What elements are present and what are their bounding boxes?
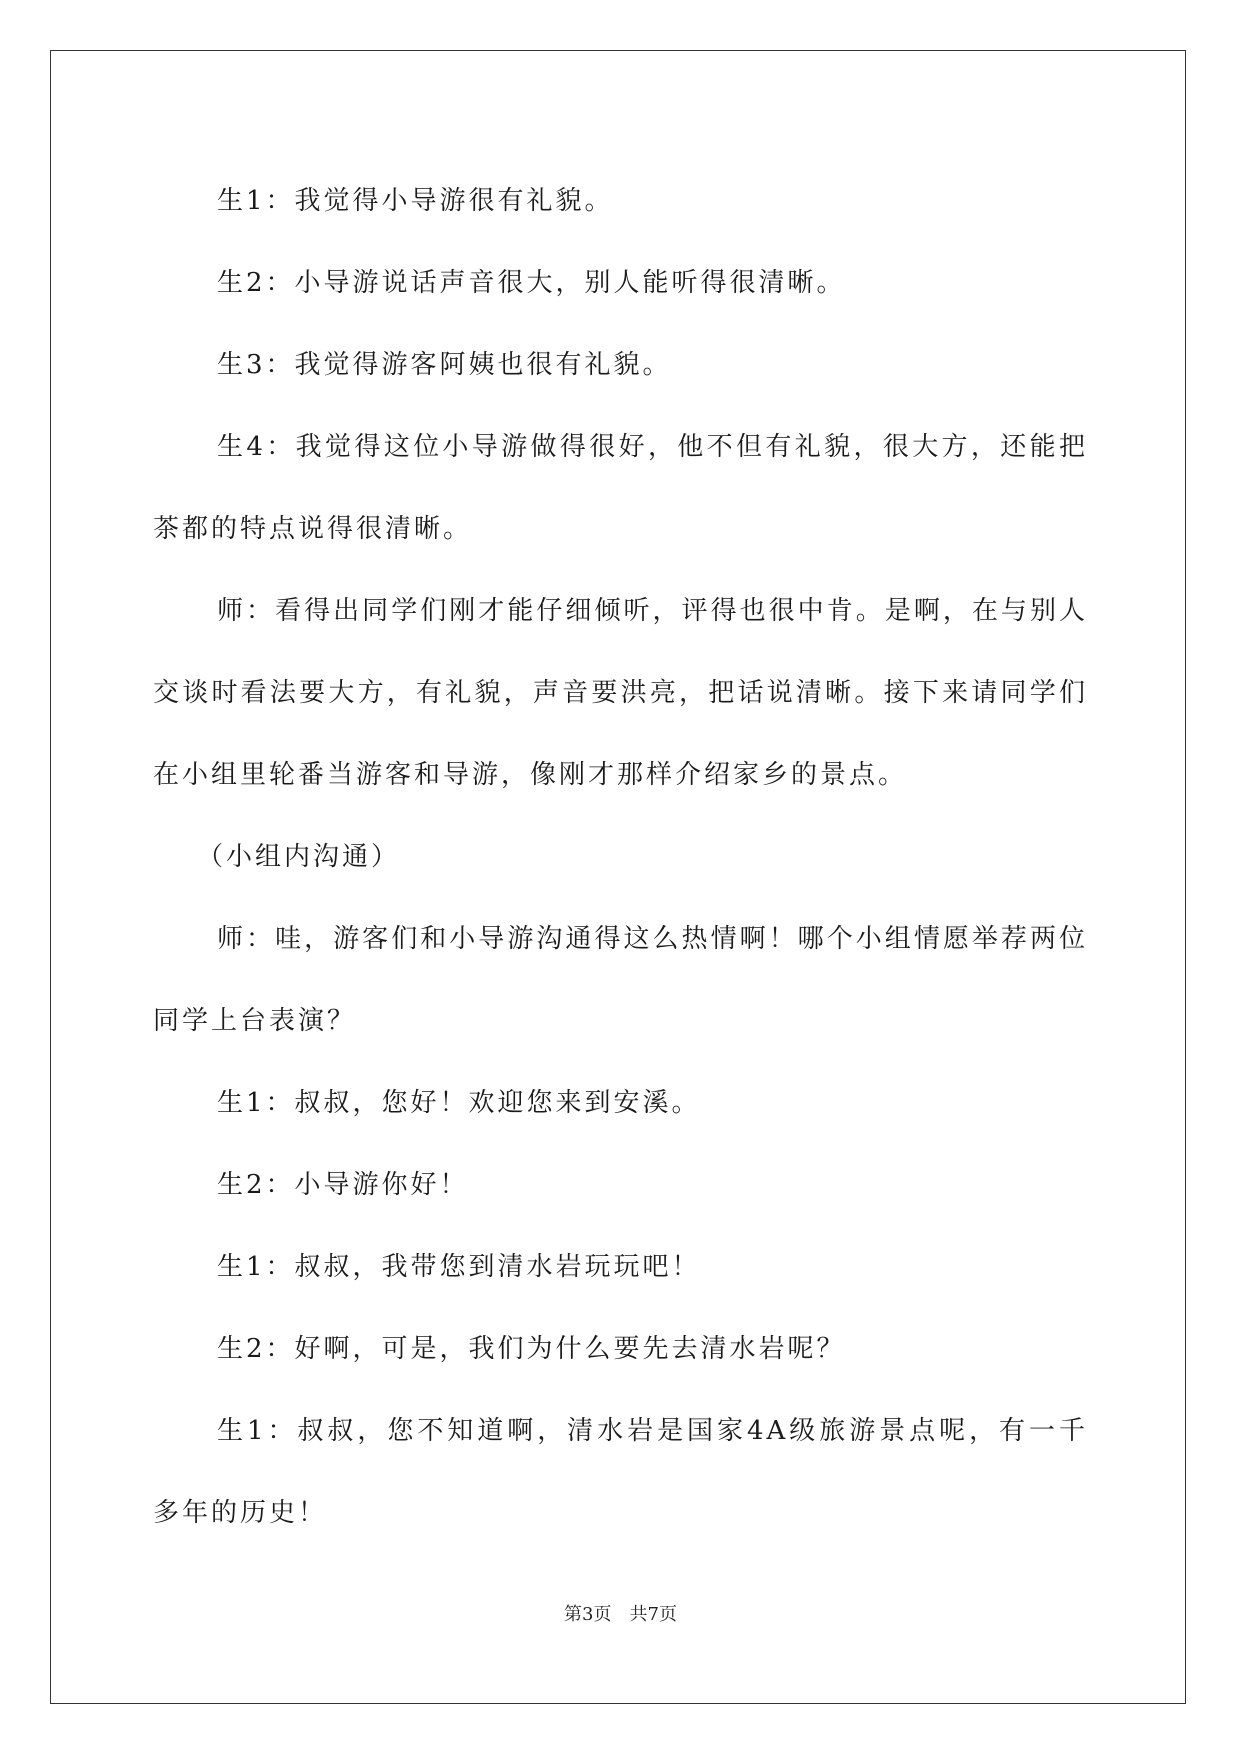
page-total: 共7页 [629, 1604, 677, 1625]
page-number: 第3页 [564, 1604, 612, 1625]
paragraph-8: 生1：叔叔，您好！欢迎您来到安溪。 [217, 1088, 701, 1118]
paragraph-3: 生3：我觉得游客阿姨也很有礼貌。 [217, 350, 672, 380]
paragraph-4: 生4：我觉得这位小导游做得很好，他不但有礼貌，很大方，还能把茶都的特点说得很清晰。 [153, 432, 1088, 544]
paragraph-9: 生2：小导游你好！ [217, 1170, 469, 1200]
paragraph-11: 生2：好啊，可是，我们为什么要先去清水岩呢？ [217, 1334, 846, 1364]
paragraph-6: （小组内沟通） [197, 842, 401, 872]
document-body [153, 160, 1088, 1554]
paragraph-1: 生1：我觉得小导游很有礼貌。 [217, 186, 614, 216]
paragraph-10: 生1：叔叔，我带您到清水岩玩玩吧！ [217, 1252, 701, 1282]
paragraph-12: 生1：叔叔，您不知道啊，清水岩是国家4A级旅游景点呢，有一千多年的历史！ [153, 1416, 1088, 1528]
paragraph-5: 师：看得出同学们刚才能仔细倾听，评得也很中肯。是啊，在与别人交谈时看法要大方，有礼貌，声音要洪亮，把话说清晰。接下来请同学们在小组里轮番当游客和导游，像刚才那样介绍家乡的景点。 [153, 596, 1088, 790]
paragraph-7: 师：哇，游客们和小导游沟通得这么热情啊！哪个小组情愿举荐两位同学上台表演？ [153, 924, 1088, 1036]
paragraph-2: 生2：小导游说话声音很大，别人能听得很清晰。 [217, 268, 846, 298]
page-footer [0, 1600, 1241, 1626]
